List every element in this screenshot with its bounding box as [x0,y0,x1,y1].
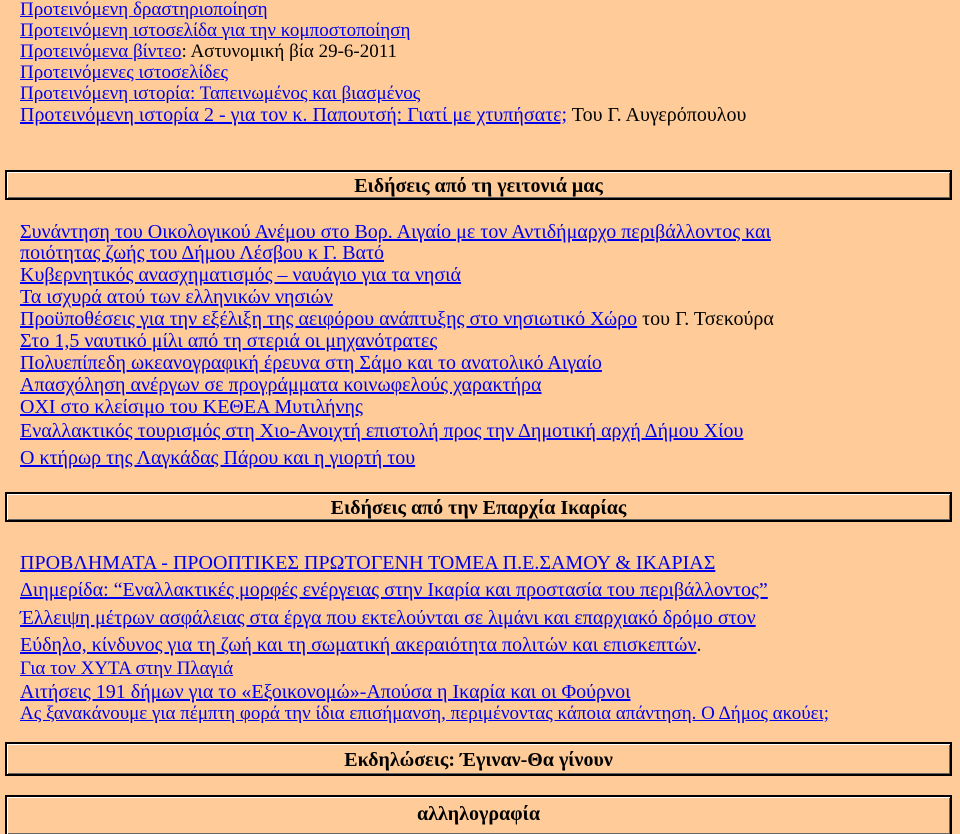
ikaria-item-safety-line2 [20,634,701,656]
link-suggested-activity[interactable]: Προτεινόμενη δραστηριοποίηση [20,0,268,20]
news-item-sustainable[interactable]: Προϋποθέσεις για την εξέλιξη της αειφόρου ανάπτυξης στο νησιωτικό Χώρο [20,308,638,330]
news-item-trawlers[interactable]: Στο 1,5 ναυτικό μίλι από τη στεριά οι μηχανότρατες [20,330,438,352]
ikaria-item-safety-cont[interactable]: Εύδηλο, κίνδυνος για τη ζωή και τη σωματική ακεραιότητα πολιτών και επισκεπτών [20,634,697,656]
section-header-events [5,742,952,776]
news-item-reshuffle[interactable]: Κυβερνητικός ανασχηματισμός – ναυάγιο για τα νησιά [20,264,462,286]
link-story-1[interactable]: Προτεινόμενη ιστορία: Ταπεινωμένος και βιασμένος [20,83,421,104]
news-item-sustainable-author: του Γ. Τσεκούρα [637,308,774,330]
section-title-ikaria: Ειδήσεις από την Επαρχία Ικαρίας [330,497,627,519]
story2-author: Του Γ. Αυγερόπουλου [567,104,747,126]
ikaria-item-exoikonomo[interactable]: Αιτήσεις 191 δήμων για το «Εξοικονομώ»-Απούσα η Ικαρία και οι Φούρνοι [20,681,631,703]
section-header-neighborhood [5,170,952,200]
section-header-ikaria [5,492,952,522]
video-title: : Αστυνομική βία 29-6-2011 [181,41,398,62]
link-story-2[interactable]: Προτεινόμενη ιστορία 2 - για τον κ. Παπουτσή: Γιατί με χτυπήσατε; [20,104,568,126]
section-title-events: Εκδηλώσεις: Έγιναν-Θα γίνουν [344,749,613,771]
news-item-island-strengths[interactable]: Τα ισχυρά ατού των ελληνικών νησιών [20,286,333,308]
section-title-neighborhood: Ειδήσεις από τη γειτονιά μας [354,175,603,197]
news-item-oceanographic[interactable]: Πολυεπίπεδη ωκεανογραφική έρευνα στη Σάμο και το ανατολικό Αιγαίο [20,352,602,374]
ikaria-item-safety-period: . [696,634,702,656]
story2-line [20,104,746,126]
news-item-lagkada[interactable]: Ο κτήρωρ της Λαγκάδας Πάρου και η γιορτή του [20,447,416,469]
news-item-meeting[interactable]: Συνάντηση του Οικολογικού Ανέμου στο Βορ. Αιγαίο με τον Αντιδήμαρχο περιβάλλοντος και [20,221,771,243]
news-item-meeting-cont[interactable]: ποιότητας ζωής του Δήμου Λέσβου κ Γ. Βατό [20,242,385,264]
ikaria-item-fifth-notice[interactable]: Ας ξανακάνουμε για πέμπτη φορά την ίδια επισήμανση, περιμένοντας κάποια απάντηση. Ο Δήμος ακούει; [20,703,830,724]
news-item-employment[interactable]: Απασχόληση ανέργων σε προγράμματα κοινωφελούς χαρακτήρα [20,374,542,396]
ikaria-item-energy-conference[interactable]: Διημερίδα: “Εναλλακτικές μορφές ενέργειας στην Ικαρία και προστασία του περιβάλλοντος” [20,579,768,601]
news-item-ketea[interactable]: ΟΧΙ στο κλείσιμο του ΚΕΘΕΑ Μυτιλήνης [20,396,363,418]
link-composting-site[interactable]: Προτεινόμενη ιστοσελίδα για την κομποστοποίηση [20,20,411,41]
ikaria-item-primary-sector[interactable]: ΠΡΟΒΛΗΜΑΤΑ - ΠΡΟΟΠΤΙΚΕΣ ΠΡΩΤΟΓΕΝΗ ΤΟΜΕΑ Π.Ε.ΣΑΜΟΥ & ΙΚΑΡΙΑΣ [20,552,716,574]
link-suggested-videos[interactable]: Προτεινόμενα βίντεο [20,41,182,62]
news-item-sustainable-line [20,308,774,330]
ikaria-item-safety[interactable]: Έλλειψη μέτρων ασφάλειας στα έργα που εκτελούνται σε λιμάνι και επαρχιακό δρόμο στον [20,607,756,629]
link-suggested-sites[interactable]: Προτεινόμενες ιστοσελίδες [20,62,229,83]
ikaria-item-xyta[interactable]: Για τον ΧΥΤΑ στην Πλαγιά [20,658,234,679]
video-line [20,42,397,63]
news-item-chios-tourism[interactable]: Εναλλακτικός τουρισμός στη Χιο-Ανοιχτή επιστολή προς την Δημοτική αρχή Δήμου Χίου [20,420,744,442]
section-title-letters: αλληλογραφία [416,803,541,825]
section-header-letters [5,795,952,834]
